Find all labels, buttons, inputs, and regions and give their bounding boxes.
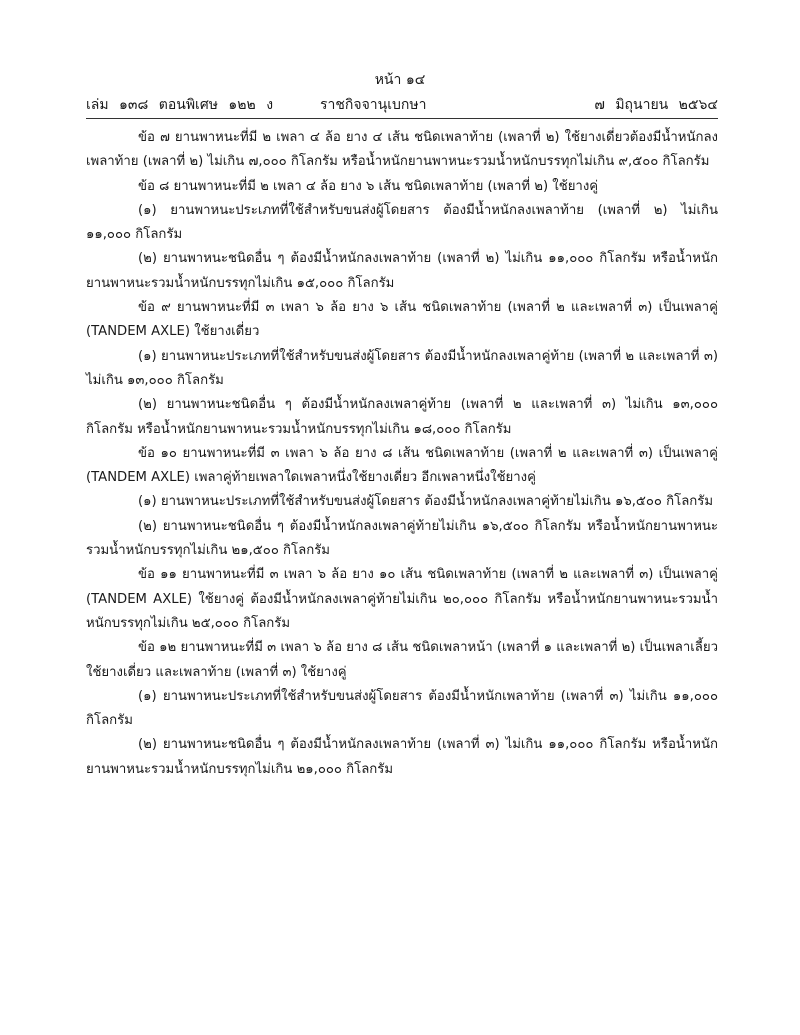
- clause-10-item-1: (๑) ยานพาหนะประเภทที่ใช้สำหรับขนส่งผู้โดยสาร ต้องมีน้ำหนักลงเพลาคู่ท้ายไม่เกิน ๑๖,๕๐๐ กิโลกรัม: [138, 494, 714, 510]
- header-title: ราชกิจจานุเบกษา: [320, 97, 427, 113]
- clause-9-item-2: (๒) ยานพาหนะชนิดอื่น ๆ ต้องมีน้ำหนักลงเพลาคู่ท้าย (เพลาที่ ๒ และเพลาที่ ๓) ไม่เกิน ๑๓,๐๐๐ กิโลกรัม หรือน้ำหนักยานพาหนะรวมน้ำหนักบรรทุกไม่เกิน ๑๘,๐๐๐ กิโลกรัม: [86, 397, 718, 437]
- header-rule: [86, 118, 718, 119]
- header-date: ๗ มิถุนายน ๒๕๖๔: [594, 97, 718, 113]
- page-number: หน้า ๑๔: [374, 72, 426, 88]
- clause-8: ข้อ ๘ ยานพาหนะที่มี ๒ เพลา ๔ ล้อ ยาง ๖ เส้น ชนิดเพลาท้าย (เพลาที่ ๒) ใช้ยางคู่: [138, 178, 599, 194]
- clause-7: ข้อ ๗ ยานพาหนะที่มี ๒ เพลา ๔ ล้อ ยาง ๔ เส้น ชนิดเพลาท้าย (เพลาที่ ๒) ใช้ยางเดี่ยวต้องมีน้ำหนักลงเพลาท้าย (เพลาที่ ๒) ไม่เกิน ๗,๐๐๐ กิโลกรัม หรือน้ำหนักยานพาหนะรวมน้ำหนักบรรทุกไม่เกิน ๙,๕๐๐ กิโลกรัม: [86, 130, 718, 170]
- clause-10-item-2: (๒) ยานพาหนะชนิดอื่น ๆ ต้องมีน้ำหนักลงเพลาคู่ท้ายไม่เกิน ๑๖,๕๐๐ กิโลกรัม หรือน้ำหนักยานพาหนะรวมน้ำหนักบรรทุกไม่เกิน ๒๑,๕๐๐ กิโลกรัม: [86, 518, 718, 559]
- clause-12: ข้อ ๑๒ ยานพาหนะที่มี ๓ เพลา ๖ ล้อ ยาง ๘ เส้น ชนิดเพลาหน้า (เพลาที่ ๑ และเพลาที่ ๒) เป็นเพลาเลี้ยวใช้ยางเดี่ยว และเพลาท้าย (เพลาที่ ๓) ใช้ยางคู่: [86, 640, 718, 680]
- clause-12-item-2: (๒) ยานพาหนะชนิดอื่น ๆ ต้องมีน้ำหนักลงเพลาท้าย (เพลาที่ ๓) ไม่เกิน ๑๑,๐๐๐ กิโลกรัม หรือน้ำหนักยานพาหนะรวมน้ำหนักบรรทุกไม่เกิน ๒๑,๐๐๐ กิโลกรัม: [86, 737, 718, 777]
- document-body: [86, 126, 718, 782]
- gazette-header: [86, 95, 718, 115]
- clause-8-item-1: (๑) ยานพาหนะประเภทที่ใช้สำหรับขนส่งผู้โดยสาร ต้องมีน้ำหนักลงเพลาท้าย (เพลาที่ ๒) ไม่เกิน ๑๑,๐๐๐ กิโลกรัม: [86, 202, 718, 243]
- clause-9: ข้อ ๙ ยานพาหนะที่มี ๓ เพลา ๖ ล้อ ยาง ๖ เส้น ชนิดเพลาท้าย (เพลาที่ ๒ และเพลาที่ ๓) เป็นเพลาคู่ (TANDEM AXLE) ใช้ยางเดี่ยว: [86, 300, 718, 340]
- clause-11: ข้อ ๑๑ ยานพาหนะที่มี ๓ เพลา ๖ ล้อ ยาง ๑๐ เส้น ชนิดเพลาท้าย (เพลาที่ ๒ และเพลาที่ ๓) เป็นเพลาคู่ (TANDEM AXLE) ใช้ยางคู่ ต้องมีน้ำหนักลงเพลาคู่ท้ายไม่เกิน ๒๐,๐๐๐ กิโลกรัม หรือน้ำหนักยานพาหนะรวมน้ำหนักบรรทุกไม่เกิน ๒๕,๐๐๐ กิโลกรัม: [86, 567, 718, 631]
- clause-10: ข้อ ๑๐ ยานพาหนะที่มี ๓ เพลา ๖ ล้อ ยาง ๘ เส้น ชนิดเพลาท้าย (เพลาที่ ๒ และเพลาที่ ๓) เป็นเพลาคู่ (TANDEM AXLE) เพลาคู่ท้ายเพลาใดเพลาหนึ่งใช้ยางเดี่ยว อีกเพลาหนึ่งใช้ยางคู่: [86, 445, 718, 486]
- clause-9-item-1: (๑) ยานพาหนะประเภทที่ใช้สำหรับขนส่งผู้โดยสาร ต้องมีน้ำหนักลงเพลาคู่ท้าย (เพลาที่ ๒ และเพลาที่ ๓) ไม่เกิน ๑๓,๐๐๐ กิโลกรัม: [86, 348, 718, 388]
- clause-12-item-1: (๑) ยานพาหนะประเภทที่ใช้สำหรับขนส่งผู้โดยสาร ต้องมีน้ำหนักเพลาท้าย (เพลาที่ ๓) ไม่เกิน ๑๑,๐๐๐ กิโลกรัม: [86, 688, 718, 729]
- header-volume: เล่ม ๑๓๘ ตอนพิเศษ ๑๒๒ ง: [86, 97, 274, 113]
- clause-8-item-2: (๒) ยานพาหนะชนิดอื่น ๆ ต้องมีน้ำหนักลงเพลาท้าย (เพลาที่ ๒) ไม่เกิน ๑๑,๐๐๐ กิโลกรัม หรือน้ำหนักยานพาหนะรวมน้ำหนักบรรทุกไม่เกิน ๑๕,๐๐๐ กิโลกรัม: [86, 251, 718, 291]
